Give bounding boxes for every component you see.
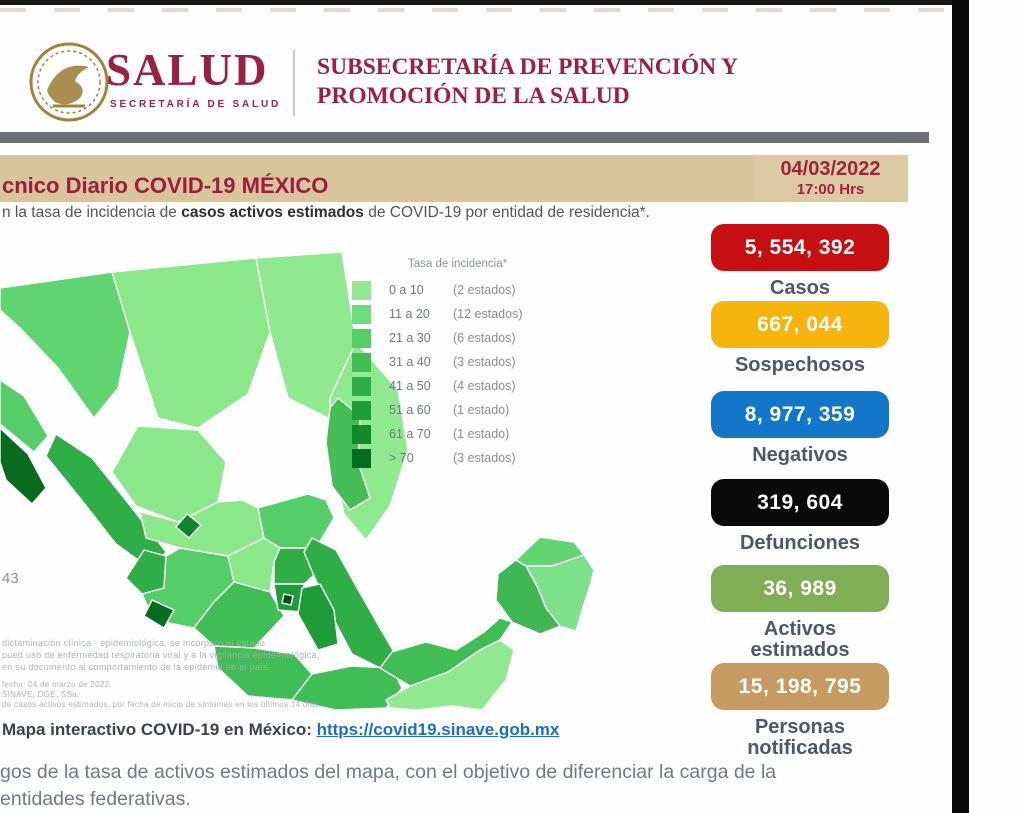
legend-swatch [352,401,371,420]
legend-range: 51 a 60 [389,403,431,417]
stat-negativos [711,391,889,466]
subtitle-bold: casos activos estimados [181,204,364,221]
subsecretaria-title [317,53,738,111]
map-subtitle [2,204,650,222]
state-chihuahua [112,258,270,428]
link-label: Mapa interactivo COVID-19 en México: [2,720,317,739]
separator-bar [0,132,929,143]
subtitle-pre: n la tasa de incidencia de [2,204,182,221]
footnote-line: pued uso de enfermedad respiratoria viral y a la vigilancia epidemiológica, [2,650,320,660]
stat-activos-estimados [711,565,889,661]
stat-badge-defunciones: 319, 604 [711,479,889,526]
legend-count: (12 estados) [453,307,523,321]
legend-row [352,398,567,422]
subsecretaria-line1: SUBSECRETARÍA DE PREVENCIÓN Y [317,54,739,80]
stat-badge-negativos: 8, 977, 359 [711,391,889,438]
footnote-source-line: SINAVE, DGE, SSa. [2,690,80,699]
bottom-paragraph [0,759,776,813]
report-time: 17:00 Hrs [796,181,865,198]
legend-swatch [352,305,371,324]
stat-badge-casos: 5, 554, 392 [711,224,889,271]
stat-casos [711,224,889,299]
stat-personas-notificadas [711,663,889,759]
legend-row [352,374,567,398]
legend-count: (3 estados) [453,355,516,369]
legend-count: (1 estado) [453,403,510,417]
bottom-line2: entidades federativas. [0,788,191,810]
subsecretaria-line2: PROMOCIÓN DE LA SALUD [317,83,630,109]
report-title: cnico Diario COVID-19 MÉXICO [2,173,329,198]
footnote-source-line: de casos activos estimados, por fecha de inicio de síntomas en los últimos 14 días [2,700,320,709]
legend-swatch [352,353,371,372]
legend-row [352,326,567,350]
legend-swatch [352,329,371,348]
top-border-bar [0,0,969,5]
salud-logo-text: SALUD [106,45,269,95]
report-date: 04/03/2022 [780,158,881,180]
legend-title: Tasa de incidencia* [408,258,508,270]
legend-count: (4 estados) [453,379,516,393]
footnote-gap [2,673,652,680]
legend-range: > 70 [389,451,414,465]
stat-badge-activos: 36, 989 [711,565,889,612]
stat-label-negativos: Negativos [752,444,848,466]
footnotes-block [2,637,652,710]
legend-range: 11 a 20 [389,307,430,321]
stat-badge-personas: 15, 198, 795 [711,663,889,710]
legend-swatch [352,281,371,300]
legend-row [352,302,567,326]
top-dashed-pattern [0,8,950,12]
legend-count: (2 estados) [453,283,516,297]
state-cdmx [282,594,293,605]
legend-range: 0 a 10 [389,283,424,297]
stat-label-sospechosos: Sospechosos [734,354,866,376]
report-date-cell [753,155,908,202]
government-eagle-seal [27,40,111,124]
footnote-source-line: fecha: 04 de marzo de 2022 [2,680,110,689]
stat-label-defunciones: Defunciones [739,532,861,554]
subtitle-post: de COVID-19 por entidad de residencia*. [363,204,650,221]
legend-row [352,278,567,302]
legend-count: (3 estados) [453,451,516,465]
stat-defunciones [711,479,889,554]
footnote-line: en su documento al comportamiento de la epidemia en el país. [2,662,271,672]
legend-row [352,350,567,374]
interactive-map-line [2,720,559,740]
header-divider [293,50,295,116]
legend-row [352,422,567,446]
secretaria-de-salud-text: SECRETARÍA DE SALUD [110,99,281,110]
legend-swatch [352,425,371,444]
footnote-line: dictaminación clínica - epidemiológica, se incorporó al estado [2,638,266,648]
legend-count: (6 estados) [453,331,516,345]
stat-label-activos: Activos estimados [750,618,850,661]
legend-range: 31 a 40 [389,355,431,369]
legend-range: 61 a 70 [389,427,431,441]
map-legend [352,258,567,470]
stat-badge-sospechosos: 667, 044 [711,301,889,348]
covid-map-link[interactable]: https://covid19.sinave.gob.mx [316,720,560,739]
stat-sospechosos [711,301,889,376]
right-black-border [952,0,969,813]
legend-swatch [352,377,371,396]
legend-count: (1 estado) [453,427,510,441]
stat-label-casos: Casos [769,277,831,299]
title-band [0,155,908,202]
bottom-line1: gos de la tasa de activos estimados del mapa, con el objetivo de diferenciar la carga de la [0,761,777,783]
legend-range: 41 a 50 [389,379,431,393]
legend-range: 21 a 30 [389,331,431,345]
cropped-number-label: 43 [2,570,19,587]
legend-row [352,446,567,470]
legend-swatch [352,449,371,468]
state-san-luis-potosi [258,494,334,548]
state-nayarit [126,550,166,594]
stat-label-personas: Personas notificadas [747,716,853,759]
